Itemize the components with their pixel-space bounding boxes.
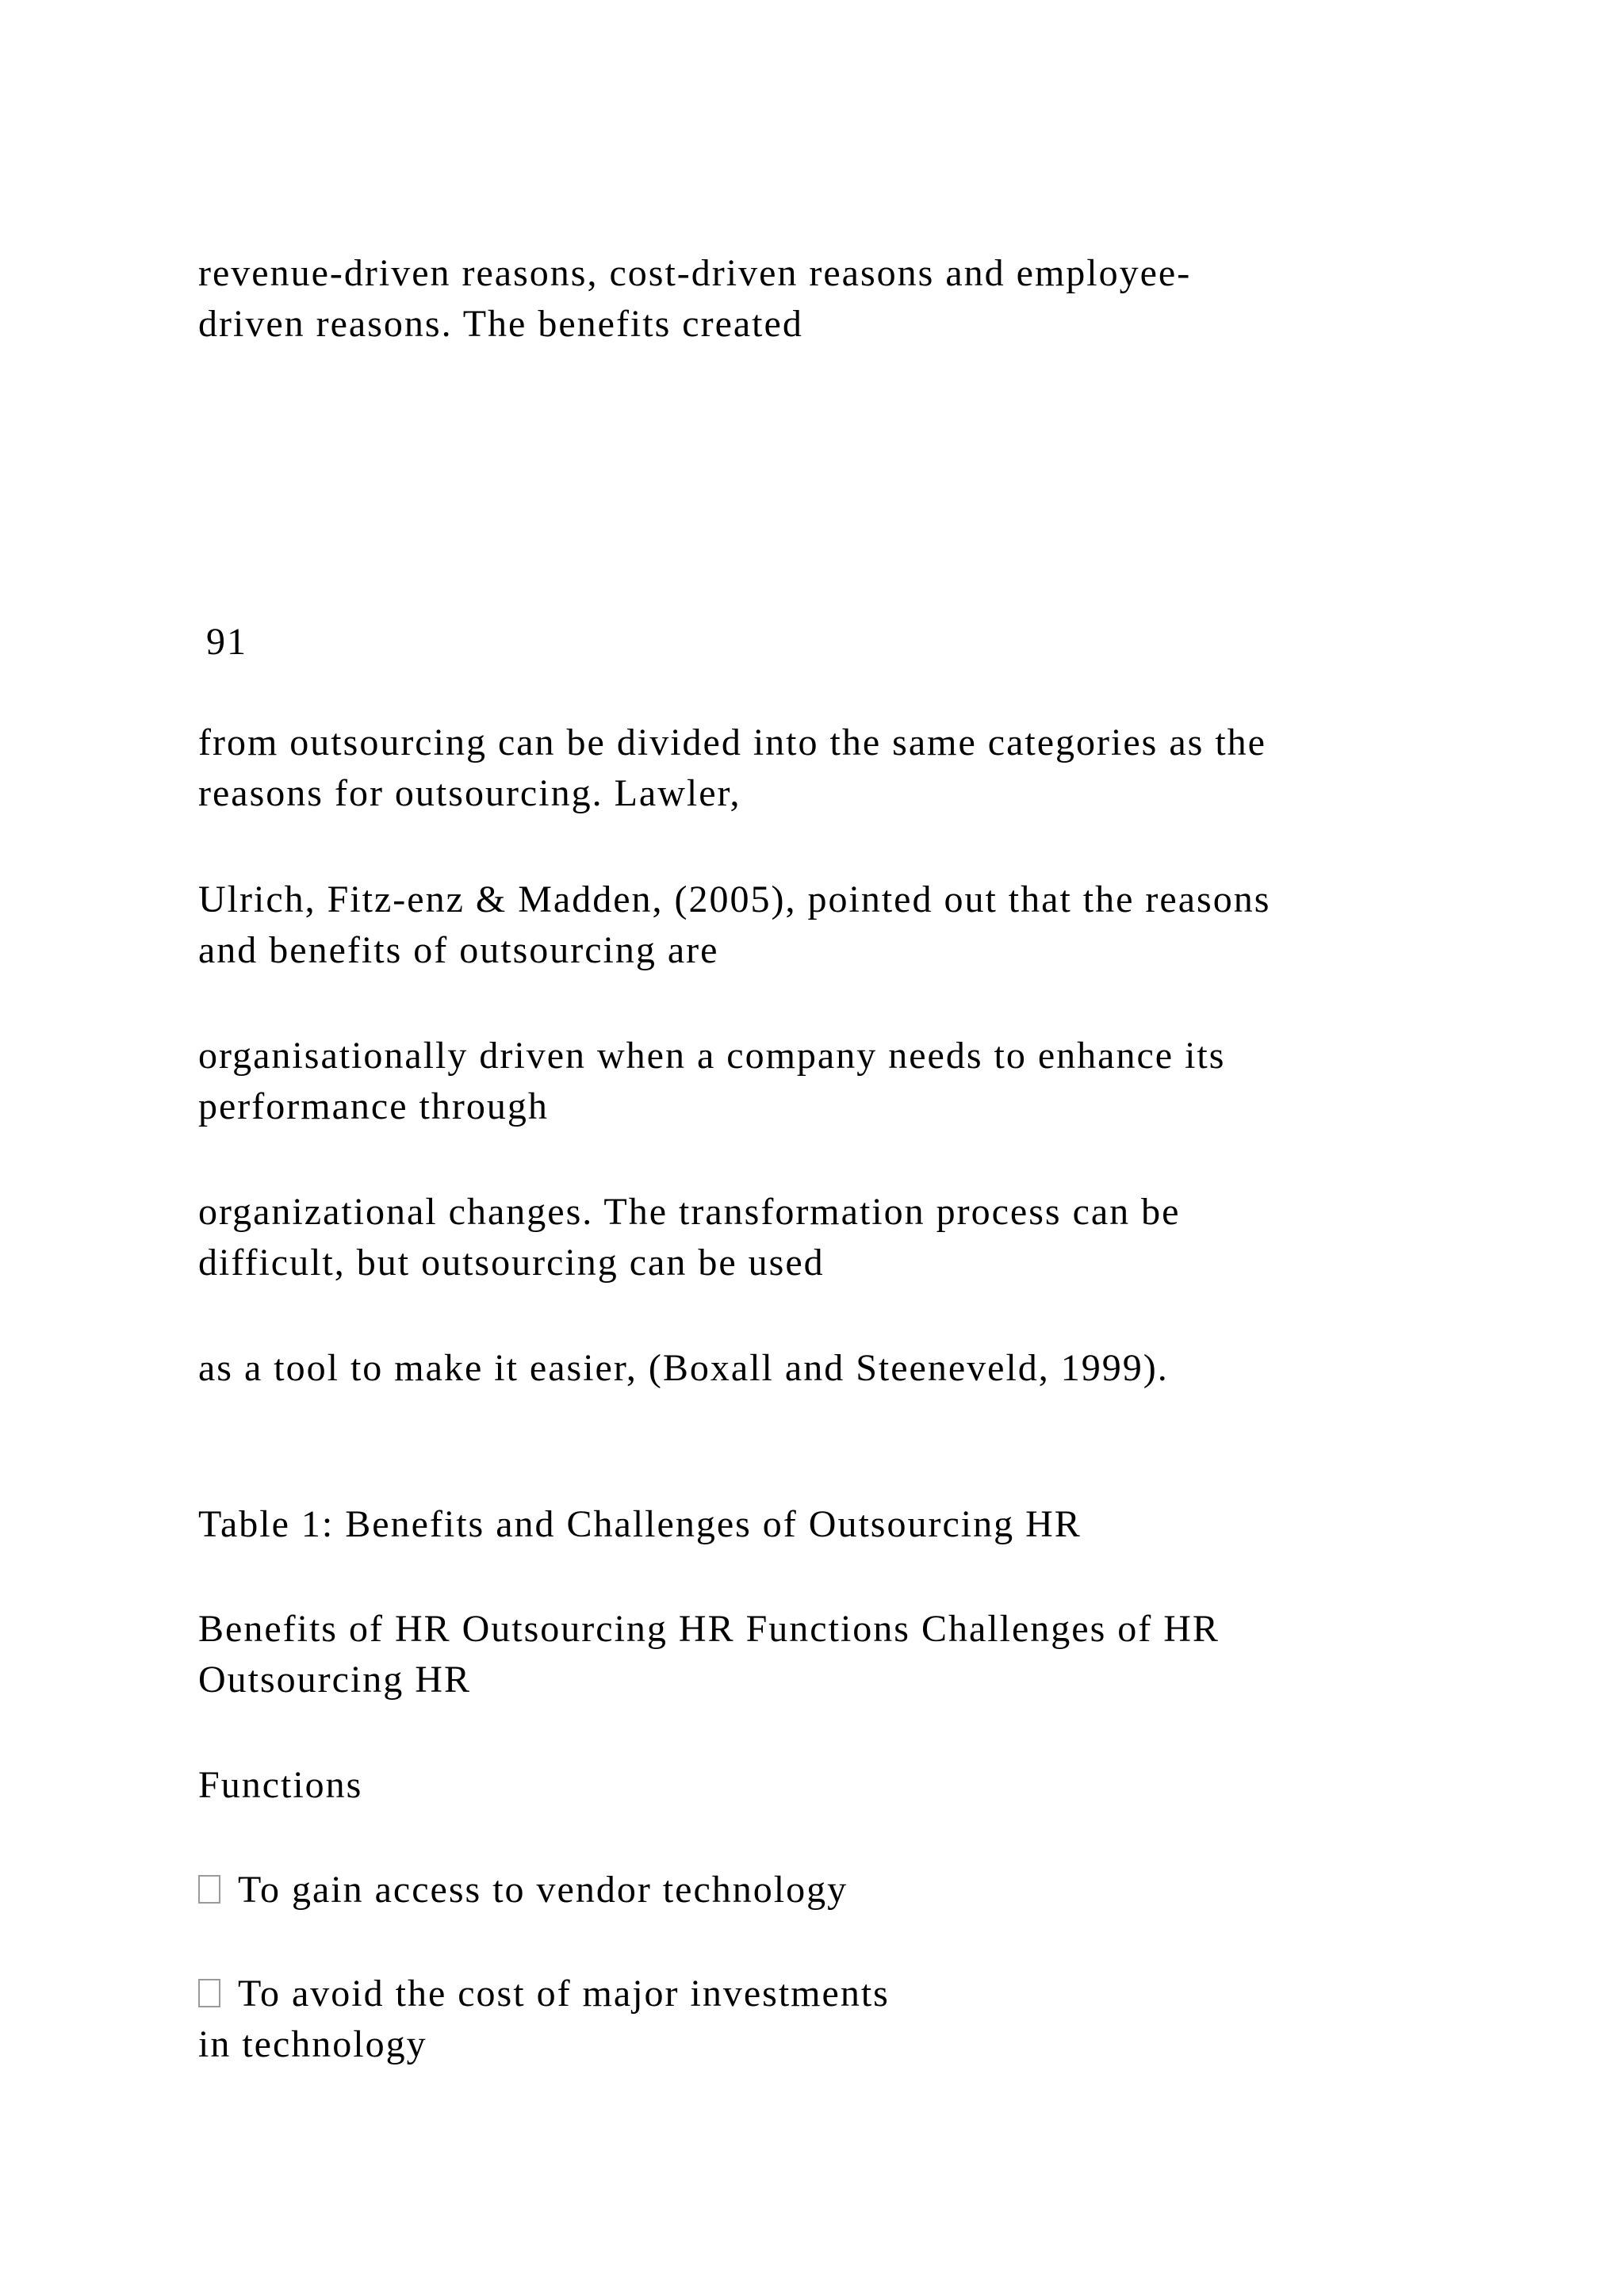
bullet-item-2 xyxy=(198,1969,1507,2070)
body-paragraph-4: organizational changes. The transformation process can be difficult, but outsourcing can be used xyxy=(198,1191,1181,1284)
table-caption: Table 1: Benefits and Challenges of Outsourcing HR xyxy=(198,1503,1082,1545)
bullet-item-1 xyxy=(198,1865,1507,1915)
bullet-item-1-text: To gain access to vendor technology xyxy=(238,1869,848,1911)
body-paragraph-1: from outsourcing can be divided into the same categories as the reasons for outsourcing. Lawler, xyxy=(198,721,1266,814)
table-header-continued: Functions xyxy=(198,1764,363,1806)
table-header: Benefits of HR Outsourcing HR Functions Challenges of HR Outsourcing HR xyxy=(198,1608,1220,1701)
bullet-item-2-text: To avoid the cost of major investments in technology xyxy=(198,1973,890,2065)
missing-glyph-box-icon xyxy=(198,1979,220,2007)
missing-glyph-box-icon xyxy=(198,1875,220,1904)
page-number: 91 xyxy=(206,621,247,663)
intro-paragraph: revenue-driven reasons, cost-driven reasons and employee- driven reasons. The benefits created xyxy=(198,252,1192,345)
body-paragraph-3: organisationally driven when a company needs to enhance its performance through xyxy=(198,1035,1226,1127)
body-paragraph-2: Ulrich, Fitz-enz & Madden, (2005), pointed out that the reasons and benefits of outsourcing are xyxy=(198,878,1271,971)
body-paragraph-5: as a tool to make it easier, (Boxall and Steeneveld, 1999). xyxy=(198,1347,1169,1389)
